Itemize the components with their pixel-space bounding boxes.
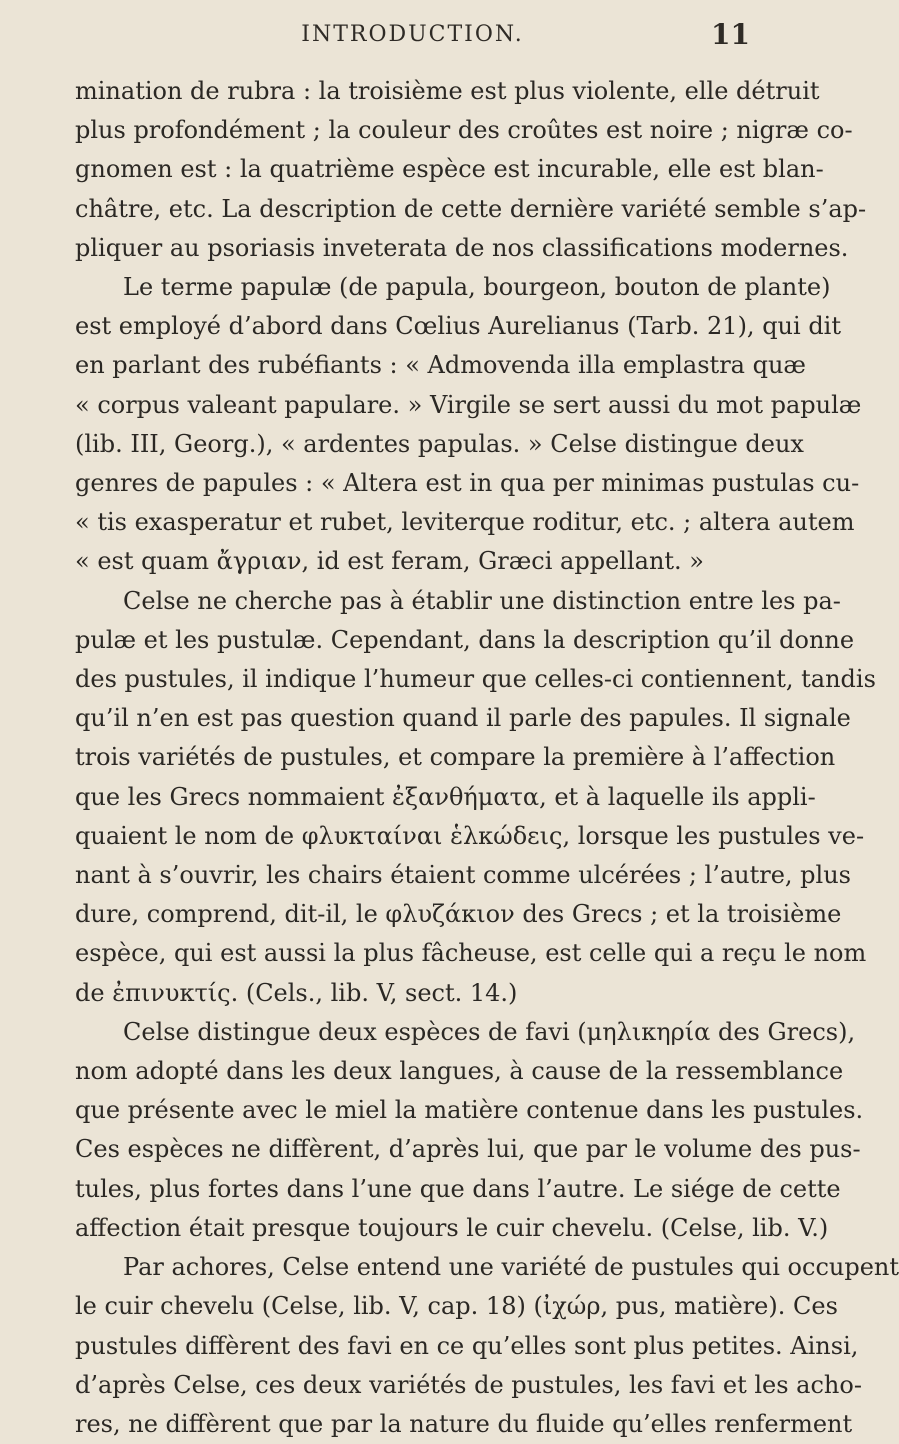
body-text <box>75 72 899 1444</box>
text-line: gnomen est : la quatrième espèce est incurable, elle est blan- <box>75 155 824 184</box>
text-line: genres de papules : « Altera est in qua per minimas pustulas cu- <box>75 469 860 498</box>
text-line: affection était presque toujours le cuir chevelu. (Celse, lib. V.) <box>75 1213 829 1242</box>
text-line: nant à s’ouvrir, les chairs étaient comme ulcérées ; l’autre, plus <box>75 861 851 890</box>
text-line: pulæ et les pustulæ. Cependant, dans la description qu’il donne <box>75 625 855 654</box>
text-line: châtre, etc. La description de cette dernière variété semble s’ap- <box>75 194 867 223</box>
text-line: des pustules, il indique l’humeur que celles-ci contiennent, tandis <box>75 665 876 694</box>
text-line: « corpus valeant papulare. » Virgile se sert aussi du mot papulæ <box>75 390 862 419</box>
text-line: Le terme papulæ (de papula, bourgeon, bouton de plante) <box>123 273 831 302</box>
text-line: Par achores, Celse entend une variété de pustules qui occupent <box>123 1253 899 1282</box>
text-line: « tis exasperatur et rubet, leviterque roditur, etc. ; altera autem <box>75 508 855 537</box>
text-line: pustules diffèrent des favi en ce qu’elles sont plus petites. Ainsi, <box>75 1331 859 1360</box>
text-line: quaient le nom de φλυκταίναι ἑλκώδεις, lorsque les pustules ve- <box>75 821 865 850</box>
text-line: Celse ne cherche pas à établir une distinction entre les pa- <box>123 586 841 615</box>
text-line: trois variétés de pustules, et compare la première à l’affection <box>75 743 836 772</box>
text-line: dure, comprend, dit-il, le φλυζάκιον des Grecs ; et la troisième <box>75 900 842 929</box>
text-line: pliquer au psoriasis inveterata de nos classifications modernes. <box>75 233 849 262</box>
text-line: tules, plus fortes dans l’une que dans l’autre. Le siége de cette <box>75 1174 841 1203</box>
running-head: INTRODUCTION. <box>301 22 524 47</box>
text-line: Ces espèces ne diffèrent, d’après lui, que par le volume des pus- <box>75 1135 861 1164</box>
text-line: que présente avec le miel la matière contenue dans les pustules. <box>75 1096 864 1125</box>
text-line: nom adopté dans les deux langues, à cause de la ressemblance <box>75 1057 844 1086</box>
text-line: le cuir chevelu (Celse, lib. V, cap. 18) (ἰχώρ, pus, matière). Ces <box>75 1292 838 1321</box>
text-line: plus profondément ; la couleur des croûtes est noire ; nigræ co- <box>75 116 853 145</box>
text-line: est employé d’abord dans Cœlius Aurelianus (Tarb. 21), qui dit <box>75 312 841 341</box>
text-line: « est quam ἄγριαν, id est feram, Græci appellant. » <box>75 547 704 576</box>
text-line: espèce, qui est aussi la plus fâcheuse, est celle qui a reçu le nom <box>75 939 867 968</box>
text-line: qu’il n’en est pas question quand il parle des papules. Il signale <box>75 704 851 733</box>
text-line: res, ne diffèrent que par la nature du fluide qu’elles renferment <box>75 1409 853 1438</box>
text-line: que les Grecs nommaient ἐξανθήματα, et à laquelle ils appli- <box>75 782 816 811</box>
text-line: d’après Celse, ces deux variétés de pustules, les favi et les acho- <box>75 1370 862 1399</box>
text-line: en parlant des rubéfiants : « Admovenda illa emplastra quæ <box>75 351 806 380</box>
text-line: (lib. III, Georg.), « ardentes papulas. » Celse distingue deux <box>75 429 804 458</box>
text-line: Celse distingue deux espèces de favi (μηλικηρία des Grecs), <box>123 1017 856 1046</box>
text-line: mination de rubra : la troisième est plus violente, elle détruit <box>75 77 820 105</box>
text-line: de ἐπινυκτίς. (Cels., lib. V, sect. 14.) <box>75 978 518 1007</box>
page-number: 11 <box>711 18 750 51</box>
page-header <box>75 18 750 58</box>
